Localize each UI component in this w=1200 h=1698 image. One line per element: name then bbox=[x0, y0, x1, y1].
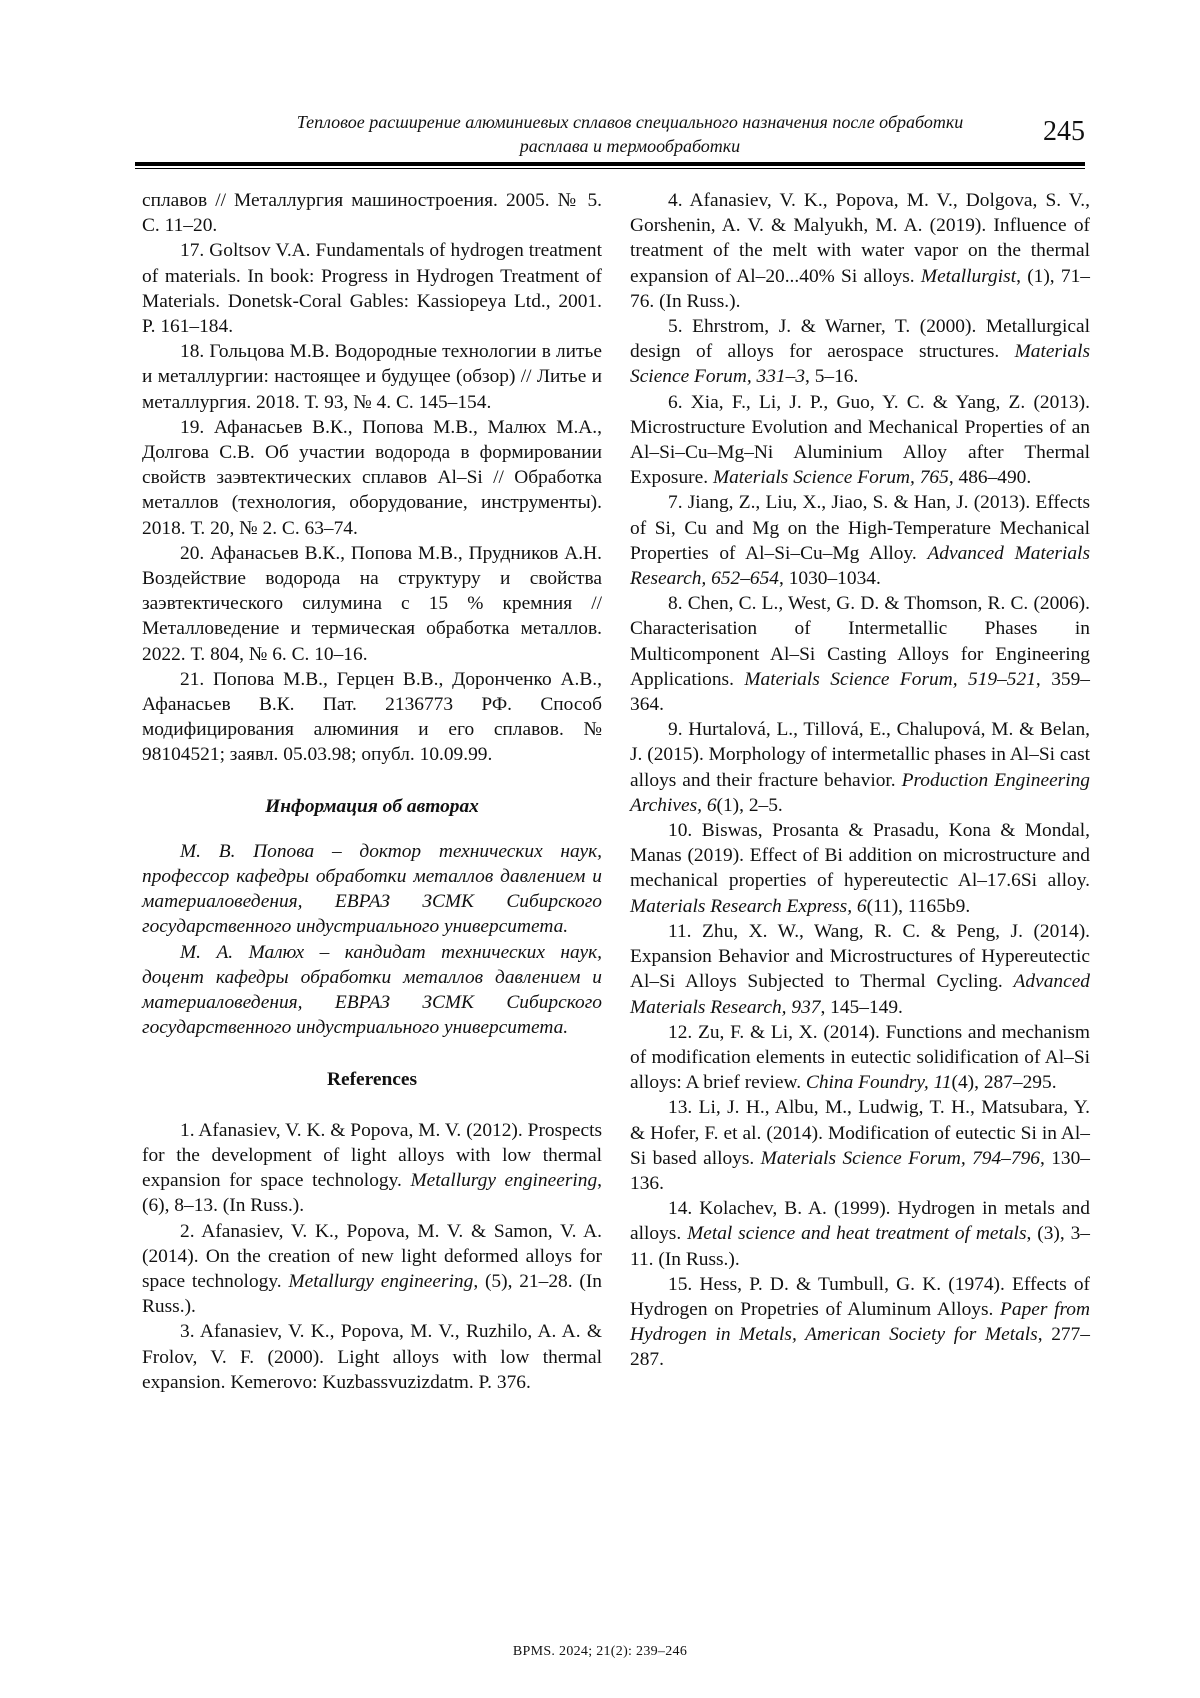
reference-en-13-text: 13. Li, J. H., Albu, M., Ludwig, T. H., Matsubara, Y. & Hofer, F. et al. (2014). Modification of eutectic Si in Al–Si based alloys. bbox=[630, 1097, 1090, 1169]
reference-en-15-source: Paper from Hydrogen in Metals, American Society for Metals bbox=[630, 1298, 1090, 1346]
reference-en-2-text: 2. Afanasiev, V. K., Popova, M. V. & Samon, V. A. (2014). On the creation of new light deformed alloys for space technology. bbox=[142, 1220, 602, 1292]
running-title bbox=[220, 110, 1040, 158]
reference-en-12-text: 12. Zu, F. & Li, X. (2014). Functions and mechanism of modification elements in eutectic solidification of Al–Si alloys: A brief review. bbox=[630, 1021, 1090, 1094]
reference-en-7-text: 7. Jiang, Z., Liu, X., Jiao, S. & Han, J. (2013). Effects of Si, Cu and Mg on the High-Temperature Mechanical Properties of Al–Si–Cu–Mg Alloy. bbox=[630, 492, 1090, 564]
reference-en-9-text: 9. Hurtalová, L., Tillová, E., Chalupová, M. & Belan, J. (2015). Morphology of intermetallic phases in Al–Si cast alloys and their fracture behavior. bbox=[630, 719, 1090, 791]
reference-en-12-source: China Foundry, 11 bbox=[805, 1072, 952, 1094]
reference-19: 19. Афанасьев В.К., Попова М.В., Малюх М.А., Долгова С.В. Об участии водорода в формировании свойств заэвтектических сплавов Al–Si // Обработка металлов (технология, оборудование, инструменты). 2018. Т. 20, № 2. С. 63–74. bbox=[142, 416, 602, 539]
author-info-popova: М. В. Попова – доктор технических наук, профессор кафедры обработки металлов давлением и материаловедения, ЕВРАЗ ЗСМК Сибирского государственного индустриального университета. bbox=[142, 840, 602, 938]
header-rule-thin bbox=[135, 168, 1085, 169]
reference-en-14 bbox=[630, 1196, 1090, 1272]
reference-en-6-details: , 486–490. bbox=[948, 467, 1032, 489]
running-title-line1: Тепловое расширение алюминиевых сплавов специального назначения после обработки bbox=[296, 112, 964, 132]
reference-en-7-details: , 1030–1034. bbox=[779, 568, 881, 590]
authors-heading: Информация об авторах bbox=[265, 795, 479, 817]
reference-en-7-source: Advanced Materials Research, 652–654 bbox=[630, 542, 1090, 590]
reference-en-15-details: , 277–287. bbox=[630, 1324, 1090, 1371]
reference-en-14-details: , (3), 3–11. (In Russ.). bbox=[630, 1223, 1090, 1270]
reference-en-1-details: , (6), 8–13. (In Russ.). bbox=[142, 1170, 603, 1217]
reference-en-2 bbox=[142, 1219, 602, 1320]
reference-en-7 bbox=[630, 490, 1090, 591]
reference-en-1-source: Metallurgy engineering bbox=[410, 1170, 598, 1192]
reference-en-8-source: Materials Science Forum, 519–521 bbox=[744, 668, 1036, 690]
reference-en-1-text: 1. Afanasiev, V. K. & Popova, M. V. (2012). Prospects for the development of light alloys with low thermal expansion for space technology. bbox=[142, 1119, 602, 1192]
reference-en-15 bbox=[630, 1272, 1090, 1373]
reference-en-14-text: 14. Kolachev, B. A. (1999). Hydrogen in metals and alloys. bbox=[630, 1198, 1090, 1245]
reference-en-5-details: , 5–16. bbox=[805, 366, 859, 388]
reference-en-4-source: Metallurgist bbox=[920, 265, 1017, 287]
reference-en-10-text: 10. Biswas, Prosanta & Prasadu, Kona & Mondal, Manas (2019). Effect of Bi addition on microstructure and mechanical properties of hypereutectic Al–17.6Si alloy. bbox=[630, 820, 1090, 892]
references-heading: References bbox=[326, 1068, 418, 1090]
reference-en-11 bbox=[630, 919, 1090, 1020]
header-rule-thick bbox=[135, 162, 1085, 166]
reference-en-10-source: Materials Research Express, 6 bbox=[630, 895, 867, 917]
reference-en-3-text: 3. Afanasiev, V. K., Popova, M. V., Ruzhilo, A. A. & Frolov, V. F. (2000). Light alloys with low thermal expansion. Kemerovo: Kuzbassvuzizdatm. P. 376. bbox=[142, 1321, 602, 1393]
reference-en-15-text: 15. Hess, P. D. & Tumbull, G. K. (1974). Effects of Hydrogen on Propetries of Aluminum Alloys. bbox=[630, 1273, 1090, 1320]
reference-18: 18. Гольцова М.В. Водородные технологии в литье и металлургии: настоящее и будущее (обзор) // Литье и металлургия. 2018. Т. 93, № 4. С. 145–154. bbox=[142, 341, 602, 413]
reference-en-12 bbox=[630, 1020, 1090, 1096]
reference-en-6-text: 6. Xia, F., Li, J. P., Guo, Y. C. & Yang, Z. (2013). Microstructure Evolution and Mechanical Properties of an Al–Si–Cu–Mg–Ni Aluminium Alloy after Thermal Exposure. bbox=[630, 391, 1090, 489]
journal-citation-footer: BPMS. 2024; 21(2): 239–246 bbox=[512, 1644, 688, 1659]
reference-en-5-text: 5. Ehrstrom, J. & Warner, T. (2000). Metallurgical design of alloys for aerospace structures. bbox=[630, 316, 1090, 363]
running-title-line2: расплава и термообработки bbox=[519, 136, 741, 156]
reference-en-11-details: , 145–149. bbox=[820, 996, 903, 1018]
reference-en-11-text: 11. Zhu, X. W., Wang, R. C. & Peng, J. (2014). Expansion Behavior and Microstructures of Hypereutectic Al–Si Alloys Subjected to Thermal Cycling. bbox=[630, 920, 1090, 993]
reference-en-13 bbox=[630, 1095, 1090, 1196]
reference-21: 21. Попова М.В., Герцен В.В., Доронченко А.В., Афанасьев В.К. Пат. 2136773 РФ. Способ модифицирования алюминия и его сплавов. № 98104521; заявл. 05.03.98; опубл. 10.09.99. bbox=[142, 668, 602, 766]
reference-en-4-text: 4. Afanasiev, V. K., Popova, M. V., Dolgova, S. V., Gorshenin, A. V. & Malyukh, M. A. (2019). Influence of treatment of the melt with water vapor on the thermal expansion of Al–20...40% Si alloys. bbox=[630, 190, 1090, 287]
reference-en-9-details: (1), 2–5. bbox=[716, 794, 783, 816]
left-column bbox=[142, 188, 602, 1395]
reference-en-10-details: (11), 1165b9. bbox=[866, 895, 971, 917]
reference-en-6-source: Materials Science Forum, 765 bbox=[712, 467, 949, 489]
reference-en-5 bbox=[630, 314, 1090, 390]
page-number: 245 bbox=[1043, 116, 1085, 147]
reference-en-9-source: Production Engineering Archives, 6 bbox=[630, 769, 1091, 816]
reference-en-2-source: Metallurgy engineering bbox=[288, 1270, 474, 1292]
reference-en-10 bbox=[630, 818, 1090, 919]
reference-en-8 bbox=[630, 591, 1090, 717]
reference-17: 17. Goltsov V.A. Fundamentals of hydrogen treatment of materials. In book: Progress in Hydrogen Treatment of Materials. Donetsk-Coral Gables: Kassiopeya Ltd., 2001. P. 161–184. bbox=[142, 240, 602, 338]
reference-en-13-source: Materials Science Forum, 794–796 bbox=[760, 1147, 1040, 1169]
reference-20: 20. Афанасьев В.К., Попова М.В., Прудников А.Н. Воздействие водорода на структуру и свойства заэвтектического силумина с 15 % кремния // Металловедение и термическая обработка металлов. 2022. Т. 804, № 6. С. 10–16. bbox=[142, 542, 602, 665]
author-info-malyukh: М. А. Малюх – кандидат технических наук, доцент кафедры обработки металлов давлением и материаловедения, ЕВРАЗ ЗСМК Сибирского государственного индустриального университета. bbox=[142, 941, 602, 1039]
reference-en-13-details: , 130–136. bbox=[630, 1147, 1090, 1194]
reference-en-11-source: Advanced Materials Research, 937 bbox=[630, 971, 1090, 1018]
reference-en-2-details: , (5), 21–28. (In Russ.). bbox=[142, 1270, 602, 1318]
reference-en-5-source: Materials Science Forum, 331–3 bbox=[630, 341, 1090, 388]
reference-en-3 bbox=[142, 1319, 602, 1395]
reference-en-9 bbox=[630, 717, 1090, 818]
reference-en-8-text: 8. Chen, C. L., West, G. D. & Thomson, R. C. (2006). Characterisation of Intermetallic Phases in Multicomponent Al–Si Casting Alloys for Engineering Applications. bbox=[630, 593, 1090, 690]
reference-en-12-details: (4), 287–295. bbox=[951, 1072, 1057, 1094]
reference-continuation: сплавов // Металлургия машиностроения. 2005. № 5. С. 11–20. bbox=[142, 190, 602, 237]
reference-en-4 bbox=[630, 188, 1090, 314]
reference-en-8-details: , 359–364. bbox=[630, 668, 1090, 716]
reference-en-1 bbox=[142, 1118, 602, 1219]
reference-en-4-details: , (1), 71–76. (In Russ.). bbox=[630, 265, 1090, 312]
reference-en-6 bbox=[630, 390, 1090, 491]
reference-en-14-source: Metal science and heat treatment of metals bbox=[687, 1223, 1027, 1245]
right-column bbox=[630, 188, 1090, 1373]
